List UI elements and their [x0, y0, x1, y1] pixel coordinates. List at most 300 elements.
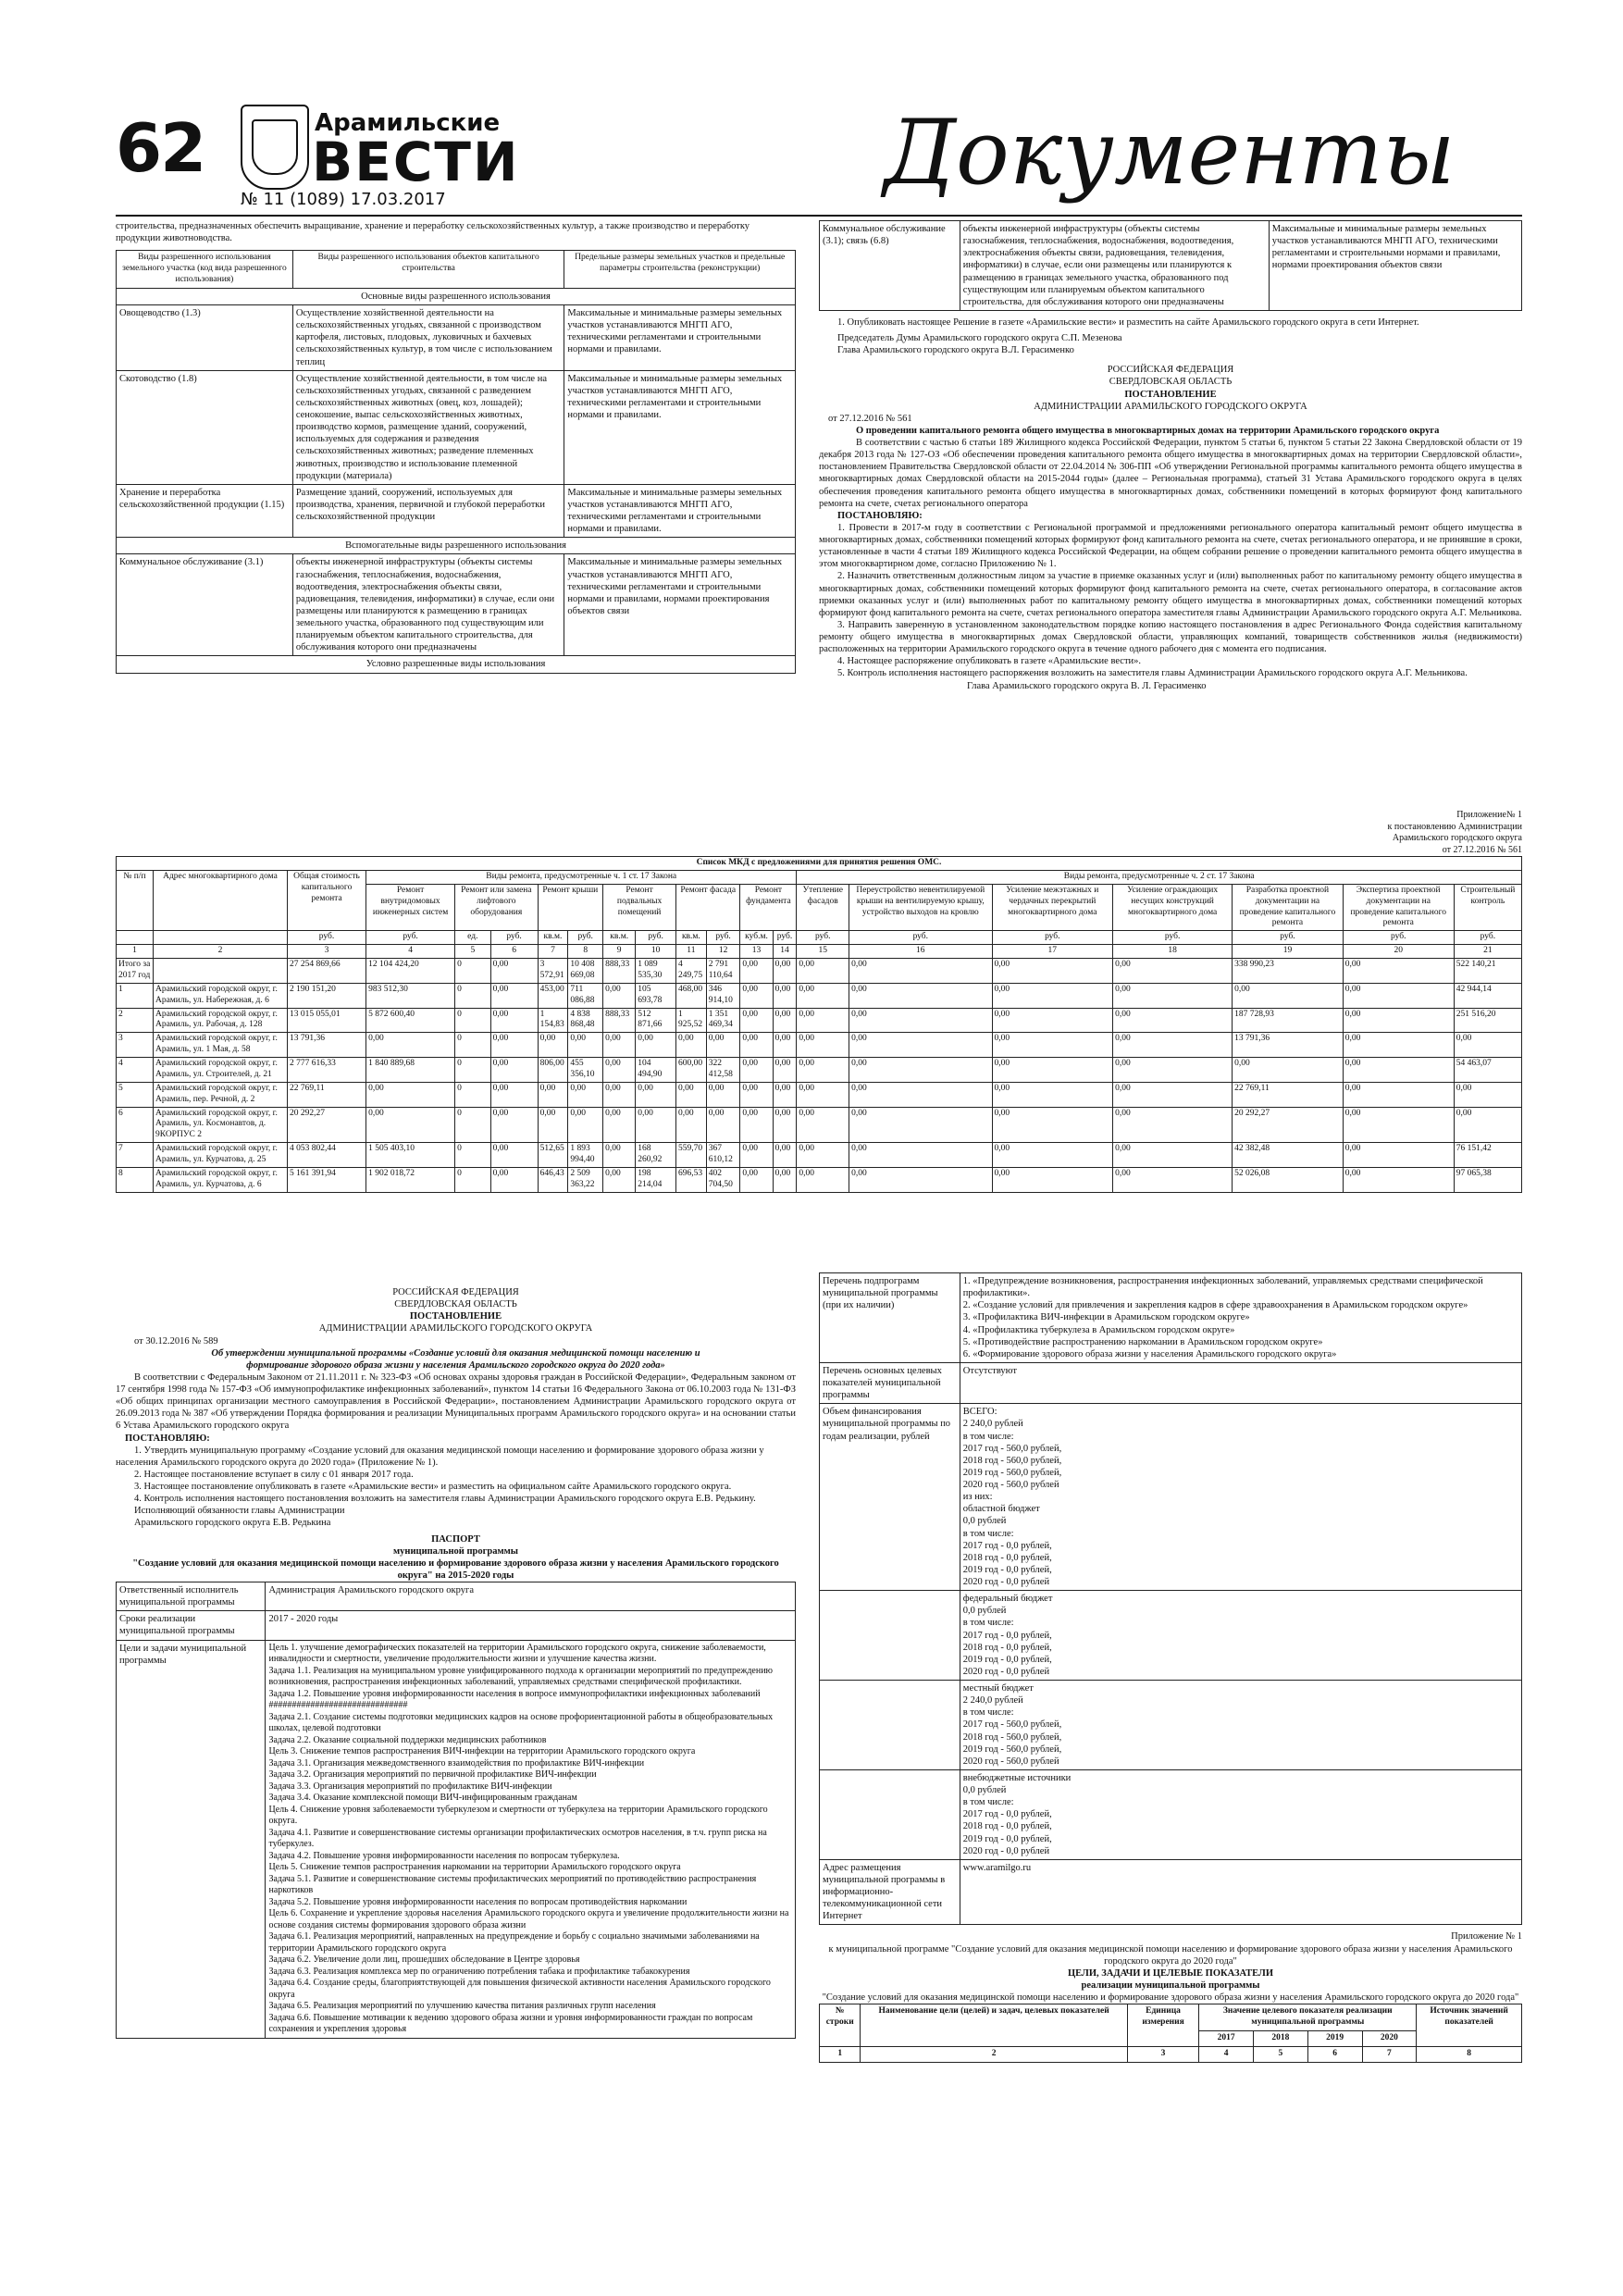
table-cell: 0,00 — [1113, 1033, 1233, 1058]
table-cell: 696,53 — [676, 1167, 707, 1192]
group-header: Вспомогательные виды разрешенного использования — [117, 538, 796, 554]
table-cell: 0,00 — [676, 1033, 707, 1058]
table-cell: Арамильский городской округ, г. Арамиль, ул. Космонавтов, д. 9КОРПУС 2 — [153, 1107, 287, 1143]
table-cell: 27 254 869,66 — [287, 959, 365, 984]
table-row — [117, 1033, 1522, 1058]
table-cell: 0,00 — [740, 983, 773, 1008]
table-cell: 0,00 — [490, 983, 538, 1008]
table-cell: 0,00 — [797, 1008, 849, 1033]
table-cell: 0,00 — [992, 959, 1113, 984]
table-row — [117, 1058, 1522, 1083]
table-cell: Арамильский городской округ, г. Арамиль, ул. 1 Мая, д. 58 — [153, 1033, 287, 1058]
col-number: 4 — [1199, 2046, 1254, 2062]
unit-cell: руб. — [287, 931, 365, 945]
col-header: Общая стоимость капитального ремонта — [287, 870, 365, 930]
list-item: 2020 год - 0,0 рублей — [962, 1845, 1050, 1856]
list-item: Задача 1.1. Реализация на муниципальном уровне унифицированного подхода к организации мероприятий по предупреждению возникновения, распространения инфекционных заболеваний, управляемых средствами специфической профилактики. — [268, 1665, 774, 1687]
table-cell: 0,00 — [1113, 1107, 1233, 1143]
doc-paragraph: 1. Провести в 2017-м году в соответствии с Региональной программой и предложениями регионального оператора капитальный ремонт общего имущества в многоквартирных домах, собственники помещений которых формируют фонд капитального ремонта на счете, счетах регионального оператора, и не принявшие в сроки, установленные в части 4 статьи 189 Жилищного кодекса Российской Федерации, на общем собрании решение о проведении капитального ремонта общего имущества в этом многоквартирном доме, согласно Приложению № 1. — [819, 522, 1522, 570]
table-cell: Арамильский городской округ, г. Арамиль, ул. Строителей, д. 21 — [153, 1058, 287, 1083]
list-item: 1. «Предупреждение возникновения, распространения инфекционных заболеваний, управляемых средствами специфической профилактики». — [962, 1276, 1483, 1299]
doc-country: РОССИЙСКАЯ ФЕДЕРАЦИЯ — [392, 1287, 519, 1297]
table-cell: 0,00 — [992, 1167, 1113, 1192]
table-cell: 453,00 — [538, 983, 568, 1008]
col-number: 17 — [992, 945, 1113, 959]
list-item: Цель 5. Снижение темпов распространения наркомании на территории Арамильского городского округа — [268, 1862, 681, 1872]
unit-cell: руб. — [992, 931, 1113, 945]
table-cell: 20 292,27 — [287, 1107, 365, 1143]
list-item: Задача 6.5. Реализация мероприятий по улучшению качества питания различных групп населения — [268, 2001, 656, 2011]
col-number: 3 — [1127, 2046, 1198, 2062]
list-item: 3. «Профилактика ВИЧ-инфекции в Арамильском городском округе» — [962, 1312, 1250, 1323]
passport-table-continued — [819, 1272, 1522, 1925]
signature: Глава Арамильского городского округа В.Л. Герасименко — [837, 345, 1074, 356]
table-cell: 0,00 — [1113, 1167, 1233, 1192]
group-header: Условно разрешенные виды использования — [117, 656, 796, 673]
table-cell: 0,00 — [490, 1107, 538, 1143]
col-number: 8 — [568, 945, 603, 959]
list-item: 2018 год - 560,0 рублей, — [962, 1731, 1062, 1743]
col-header: Ремонт или замена лифтового оборудования — [455, 884, 538, 931]
table-cell: 0,00 — [773, 1143, 797, 1168]
table-cell: 0,00 — [1113, 1008, 1233, 1033]
goals-program: "Создание условий для оказания медицинской помощи населению и формирование здорового образа жизни у населения Арамильского городского округа до 2020 года" — [822, 1992, 1519, 2003]
appendix-label: Приложение№ 1 — [1456, 810, 1522, 820]
list-item: 2019 год - 0,0 рублей, — [962, 1564, 1052, 1575]
col-header: Единица измерения — [1127, 2004, 1198, 2047]
table-cell: 22 769,11 — [1233, 1082, 1344, 1107]
table-cell: 0,00 — [636, 1107, 676, 1143]
table-cell: 0,00 — [797, 983, 849, 1008]
col-number: 12 — [706, 945, 740, 959]
unit-cell: руб. — [797, 931, 849, 945]
col-header: № п/п — [117, 870, 154, 930]
table-row — [117, 1107, 1522, 1143]
table-cell: 0,00 — [992, 1033, 1113, 1058]
table-cell: 559,70 — [676, 1143, 707, 1168]
col-header: Переустройство невентилируемой крыши на вентилируемую крышу, устройство выходов на кровлю — [849, 884, 992, 931]
table-cell: 54 463,07 — [1454, 1058, 1521, 1083]
table-cell: 0,00 — [849, 1033, 992, 1058]
table-cell: Арамильский городской округ, г. Арамиль, ул. Набережная, д. 6 — [153, 983, 287, 1008]
page-number: 62 — [116, 109, 205, 187]
table-cell: 3 572,91 — [538, 959, 568, 984]
unit-cell: кв.м. — [603, 931, 636, 945]
table-cell: 338 990,23 — [1233, 959, 1344, 984]
doc-admin: АДМИНИСТРАЦИИ АРАМИЛЬСКОГО ГОРОДСКОГО ОКРУГА — [318, 1323, 593, 1334]
table-row: Овощеводство (1.3) Осуществление хозяйственной деятельности на сельскохозяйственных угодьях, связанной с производством картофеля, листовых, плодовых, луковичных и бахчевых сельскохозяйственных культур, в том числе с использованием теплиц Максимальные и минимальные размеры земельных участков устанавливаются МНГП АГО, техническими регламентами и строительными нормами и правилами. — [117, 305, 796, 371]
col-header: Значение целевого показателя реализации муниципальной программы — [1199, 2004, 1417, 2031]
table-cell: 2 791 110,64 — [706, 959, 740, 984]
col-header: Адрес многоквартирного дома — [153, 870, 287, 930]
doc-paragraph: 3. Направить заверенную в установленном законодательством порядке копию настоящего постановления в адрес Регионального Фонда содействия капитальному ремонту общего имущества в многоквартирных домах Свердловской области, управляющих компаний, товариществ собственников жилья (недвижимости) расположенных на территории Арамильского городского округа в течение одного рабочего дня с момента его подписания. — [819, 619, 1522, 655]
list-item: Цель 1. улучшение демографических показателей на территории Арамильского городского округа, снижение заболеваемости, инвалидности и смертности, увеличение продолжительности жизни и улучшение качества жизни. — [268, 1642, 766, 1664]
mkd-title: Список МКД с предложениями для принятия решения ОМС. — [117, 857, 1522, 871]
section-title: Документы — [884, 101, 1456, 205]
table-row — [117, 1143, 1522, 1168]
table-cell: 0,00 — [1454, 1082, 1521, 1107]
list-item: в том числе: — [962, 1618, 1014, 1629]
table-cell: 0,00 — [797, 1058, 849, 1083]
table-cell: 0,00 — [773, 959, 797, 984]
unit-cell: руб. — [1233, 931, 1344, 945]
table-cell: 2 190 151,20 — [287, 983, 365, 1008]
table-cell: 0 — [455, 1167, 490, 1192]
table-cell: 0,00 — [740, 1082, 773, 1107]
table-cell: 888,33 — [603, 1008, 636, 1033]
passport-subtitle: муниципальной программы — [393, 1545, 518, 1557]
right-top-column — [819, 220, 1522, 692]
table-cell: 0,00 — [490, 1008, 538, 1033]
table-cell: 105 693,78 — [636, 983, 676, 1008]
list-item: 2020 год - 560,0 рублей — [962, 1756, 1059, 1767]
table-cell: Итого за 2017 год — [117, 959, 154, 984]
table-cell: 0,00 — [773, 1008, 797, 1033]
doc-decree-word: ПОСТАНОВЛЯЮ: — [837, 510, 923, 521]
list-item: Задача 3.2. Организация мероприятий по первичной профилактике ВИЧ-инфекции — [268, 1769, 597, 1780]
table-cell: 8 — [117, 1167, 154, 1192]
goals-table — [819, 2004, 1522, 2063]
table-cell: 0,00 — [706, 1082, 740, 1107]
table-cell: 806,00 — [538, 1058, 568, 1083]
list-item: 2017 год - 560,0 рублей, — [962, 1443, 1062, 1454]
list-item: 2020 год - 0,0 рублей — [962, 1666, 1050, 1677]
passport-title: ПАСПОРТ — [431, 1533, 480, 1545]
col-header: Утепление фасадов — [797, 884, 849, 931]
year-header: 2019 — [1307, 2030, 1362, 2046]
table-cell: 0,00 — [773, 1082, 797, 1107]
appendix-label: Арамильского городского округа — [1392, 833, 1522, 843]
table-cell: 0,00 — [992, 1143, 1113, 1168]
doc-paragraph: 1. Утвердить муниципальную программу «Создание условий для оказания медицинской помощи населению и формирование здорового образа жизни у населения Арамильского городского округа до 2020 года» (Приложение № 1). — [116, 1445, 764, 1468]
table-cell: 711 086,88 — [568, 983, 603, 1008]
table-row — [820, 1769, 1522, 1859]
col-number: 6 — [1307, 2046, 1362, 2062]
table-cell: 0,00 — [992, 1107, 1113, 1143]
table-cell: 2 — [117, 1008, 154, 1033]
table-cell: 0,00 — [992, 1082, 1113, 1107]
year-header: 2017 — [1199, 2030, 1254, 2046]
list-item: Задача 6.4. Создание среды, благоприятствующей для повышения физической активности населения Арамильского городского округа — [268, 1978, 771, 2000]
list-item: в том числе: — [962, 1707, 1014, 1719]
publish-clause: 1. Опубликовать настоящее Решение в газете «Арамильские вести» и разместить на сайте Арамильского городского округа в сети Интернет. — [837, 316, 1419, 328]
list-item: 2 240,0 рублей — [962, 1419, 1023, 1430]
doc-paragraph: 2. Настоящее постановление вступает в силу с 01 января 2017 года. — [134, 1469, 414, 1480]
right-bottom-column — [819, 1272, 1522, 2063]
list-item: Цель 6. Сохранение и укрепление здоровья населения Арамильского городского округа и увеличение продолжительности жизни на основе создания системы формирования здорового образа жизни — [268, 1908, 789, 1930]
table-cell: 646,43 — [538, 1167, 568, 1192]
list-item: Задача 6.2. Увеличение доли лиц, прошедших обследование в Центре здоровья — [268, 1955, 580, 1965]
table-cell: 104 494,90 — [636, 1058, 676, 1083]
table-cell: 0,00 — [1343, 1033, 1454, 1058]
table-cell: 983 512,30 — [366, 983, 455, 1008]
table-cell: 0,00 — [603, 1167, 636, 1192]
doc-kind: ПОСТАНОВЛЕНИЕ — [1124, 389, 1217, 400]
intro-text: строительства, предназначенных обеспечить выращивание, хранение и переработку сельскохозяйственных культур, а также производство и переработку продукции животноводства. — [116, 221, 750, 244]
table-cell: 0,00 — [538, 1082, 568, 1107]
table-cell: 0,00 — [568, 1033, 603, 1058]
table-cell: 1 902 018,72 — [366, 1167, 455, 1192]
col-number: 10 — [636, 945, 676, 959]
list-item: ВСЕГО: — [962, 1407, 997, 1418]
table-row: Коммунальное обслуживание (3.1); связь (6.8) объекты инженерной инфраструктуры (объекты системы газоснабжения, теплоснабжения, водоснабжения, водоотведения, электроснабжения объекты связи, радиовещания, телевидения, информатики) в случае, если они размещены или планируются к размещению в границах земельного участка, образованного под существующим или планируемым объектом капитального строительства, для обслуживания которого они предназначены Максимальные и минимальные размеры земельных участков устанавливаются МНГП АГО, техническими регламентами и строительными нормами и правилами, нормами проектирования объектов связи — [820, 221, 1522, 311]
table-cell: 0,00 — [490, 1033, 538, 1058]
list-item: 0,0 рублей — [962, 1606, 1007, 1617]
masthead-rule — [116, 215, 1522, 217]
doc-admin: АДМИНИСТРАЦИИ АРАМИЛЬСКОГО ГОРОДСКОГО ОКРУГА — [1034, 401, 1307, 412]
table-cell: 512 871,66 — [636, 1008, 676, 1033]
table-cell: 20 292,27 — [1233, 1107, 1344, 1143]
table-cell: 5 872 600,40 — [366, 1008, 455, 1033]
table-cell: 1 089 535,30 — [636, 959, 676, 984]
table-row — [117, 983, 1522, 1008]
list-item: 2018 год - 0,0 рублей, — [962, 1642, 1052, 1653]
unit-cell: руб. — [1343, 931, 1454, 945]
col-number: 5 — [1254, 2046, 1308, 2062]
passport-table — [116, 1582, 796, 2039]
table-cell: 322 412,58 — [706, 1058, 740, 1083]
list-item: 2019 год - 0,0 рублей, — [962, 1833, 1052, 1844]
col-header: Предельные размеры земельных участков и предельные параметры строительства (реконструкции) — [564, 251, 796, 289]
col-header: Усиление ограждающих несущих конструкций многоквартирного дома — [1113, 884, 1233, 931]
doc-region: СВЕРДЛОВСКАЯ ОБЛАСТЬ — [1109, 377, 1233, 388]
list-item: Задача 4.2. Повышение уровня информированности населения по вопросам туберкулеза. — [268, 1850, 620, 1861]
table-cell: 0,00 — [366, 1033, 455, 1058]
col-number: 2 — [153, 945, 287, 959]
table-cell: Арамильский городской округ, г. Арамиль, ул. Курчатова, д. 6 — [153, 1167, 287, 1192]
goals-title: ЦЕЛИ, ЗАДАЧИ И ЦЕЛЕВЫЕ ПОКАЗАТЕЛИ — [1067, 1967, 1274, 1979]
table-cell: 3 — [117, 1033, 154, 1058]
table-cell: 0,00 — [992, 1008, 1113, 1033]
col-number: 1 — [820, 2046, 861, 2062]
table-cell: 0 — [455, 1082, 490, 1107]
list-item: в том числе: — [962, 1797, 1014, 1808]
left-bottom-column — [116, 1286, 796, 2039]
table-cell: 1 154,83 — [538, 1008, 568, 1033]
list-item: Задача 6.6. Повышение мотивации к ведению здорового образа жизни и уровня информированности граждан по вопросам сохранения и укрепления здоровья — [268, 2012, 753, 2034]
col-header: Строительный контроль — [1454, 884, 1521, 931]
list-item: внебюджетные источники — [962, 1772, 1072, 1783]
table-cell: 0,00 — [1343, 1143, 1454, 1168]
list-item: Задача 2.2. Оказание социальной поддержки медицинских работников — [268, 1734, 547, 1745]
table-cell: 0,00 — [849, 959, 992, 984]
table-cell: 0,00 — [636, 1033, 676, 1058]
table-row: Ответственный исполнитель муниципальной программы Администрация Арамильского городского округа — [117, 1582, 796, 1611]
unit-cell: куб.м. — [740, 931, 773, 945]
table-cell — [153, 959, 287, 984]
table-cell: 76 151,42 — [1454, 1143, 1521, 1168]
doc-paragraph: 4. Контроль исполнения настоящего постановления возложить на заместителя главы Администрации Арамильского городского округа Е.В. Редькину. — [134, 1494, 756, 1505]
doc-paragraph: 5. Контроль исполнения настоящего распоряжения возложить на заместителя главы Администрации Арамильского городского округа А.Г. Мельникова. — [837, 668, 1468, 679]
col-header: Ремонт подвальных помещений — [603, 884, 676, 931]
table-cell: 0,00 — [1113, 1058, 1233, 1083]
unit-cell: руб. — [366, 931, 455, 945]
table-cell: 251 516,20 — [1454, 1008, 1521, 1033]
col-number: 20 — [1343, 945, 1454, 959]
col-number: 19 — [1233, 945, 1344, 959]
table-cell: 402 704,50 — [706, 1167, 740, 1192]
table-cell: 522 140,21 — [1454, 959, 1521, 984]
table-cell: 0,00 — [706, 1107, 740, 1143]
list-item: 2018 год - 0,0 рублей, — [962, 1821, 1052, 1832]
table-cell: 0,00 — [603, 1143, 636, 1168]
zoning-table-continued — [819, 220, 1522, 311]
table-cell: 0,00 — [740, 959, 773, 984]
col-header: Источник значений показателей — [1417, 2004, 1522, 2047]
table-cell: 0,00 — [740, 1008, 773, 1033]
doc-date: от 27.12.2016 № 561 — [828, 413, 912, 424]
table-cell: 0,00 — [366, 1082, 455, 1107]
list-item: 0,0 рублей — [962, 1516, 1007, 1527]
group-header: Виды ремонта, предусмотренные ч. 1 ст. 17 Закона — [366, 870, 797, 884]
table-cell: 1 925,52 — [676, 1008, 707, 1033]
table-row: Перечень подпрограмм муниципальной программы (при их наличии) 1. «Предупреждение возникновения, распространения инфекционных заболеваний, управляемых средствами специфической профилактики». 2. «Создание условий для привлечения и закрепления кадров в сфере здравоохранения в Арамильском городском округе» 3. «Профилактика ВИЧ-инфекции в Арамильском городском округе» 4. «Профилактика туберкулеза в Арамильском городском округе» 5. «Противодействие распространению наркомании в Арамильском городском округе» 6. «Формирование здорового образа жизни у населения Арамильского городского округа» — [820, 1273, 1522, 1363]
col-number: 13 — [740, 945, 773, 959]
table-cell: 367 610,12 — [706, 1143, 740, 1168]
unit-cell: руб. — [636, 931, 676, 945]
appendix-label: Приложение № 1 — [1451, 1931, 1522, 1942]
table-cell: 4 249,75 — [676, 959, 707, 984]
unit-cell: кв.м. — [538, 931, 568, 945]
doc-paragraph: В соответствии с Федеральным Законом от 21.11.2011 г. № 323-ФЗ «Об основах охраны здоровья граждан в Российской Федерации», Федеральным законом от 17 сентября 1998 года № 157-ФЗ «Об иммунопрофилактике инфекционных заболеваний», пунктом 14 статьи 16 Федерального Закона от 06.10.2003 года № 131-ФЗ «Об общих принципах организации местного самоуправления в Российской Федерации», постановлением Администрации Арамильского городского округа от 26.09.2013 года № 387 «Об утверждении Порядка формирования и реализации Муниципальных программ Арамильского городского округа» и на основании статьи 6 Устава Арамильского городского округа — [116, 1371, 796, 1432]
table-cell: 0,00 — [1454, 1107, 1521, 1143]
list-item: 2017 год - 560,0 рублей, — [962, 1719, 1062, 1731]
col-number: 8 — [1417, 2046, 1522, 2062]
table-cell: 0,00 — [490, 1143, 538, 1168]
col-number: 11 — [676, 945, 707, 959]
col-number: 3 — [287, 945, 365, 959]
doc-kind: ПОСТАНОВЛЕНИЕ — [409, 1311, 502, 1322]
col-header: Ремонт фундамента — [740, 884, 797, 931]
doc-date: от 30.12.2016 № 589 — [134, 1335, 218, 1347]
table-cell: 0,00 — [676, 1082, 707, 1107]
unit-cell: руб. — [1113, 931, 1233, 945]
table-cell: 0,00 — [797, 959, 849, 984]
list-item: федеральный бюджет — [962, 1594, 1053, 1605]
table-cell: 0,00 — [740, 1058, 773, 1083]
table-cell: Арамильский городской округ, г. Арамиль, ул. Рабочая, д. 128 — [153, 1008, 287, 1033]
table-cell: 187 728,93 — [1233, 1008, 1344, 1033]
table-cell: 0,00 — [603, 1033, 636, 1058]
list-item: Цель 3. Снижение темпов распространения ВИЧ-инфекции на территории Арамильского городского округа — [268, 1746, 696, 1756]
table-cell: 0,00 — [849, 1107, 992, 1143]
year-header: 2018 — [1254, 2030, 1308, 2046]
zoning-table — [116, 250, 796, 673]
group-header: Основные виды разрешенного использования — [117, 288, 796, 304]
table-cell: 0 — [455, 1107, 490, 1143]
col-number: 6 — [490, 945, 538, 959]
table-row: Скотоводство (1.8) Осуществление хозяйственной деятельности, в том числе на сельскохозяйственных угодьях, связанной с разведением сельскохозяйственных животных (овец, коз, лошадей); сенокошение, выпас сельскохозяйственных животных, производство кормов, размещение зданий, сооружений, используемых для содержания и разведения сельскохозяйственных животных; разведение племенных животных, производство и использование племенной продукции (материала) Максимальные и минимальные размеры земельных участков устанавливаются МНГП АГО, техническими регламентами и строительными нормами и правилами. — [117, 370, 796, 484]
table-cell: 0,00 — [797, 1107, 849, 1143]
table-row — [820, 1681, 1522, 1770]
list-item: Задача 3.3. Организация мероприятий по профилактике ВИЧ-инфекции — [268, 1781, 552, 1792]
table-row — [117, 959, 1522, 984]
col-header: Ремонт внутридомовых инженерных систем — [366, 884, 455, 931]
table-cell: 97 065,38 — [1454, 1167, 1521, 1192]
table-cell: 0,00 — [603, 983, 636, 1008]
table-cell: 0,00 — [603, 1107, 636, 1143]
table-cell: 0,00 — [773, 1107, 797, 1143]
list-item: Задача 6.1. Реализация мероприятий, направленных на предупреждение и борьбу с социально значимыми заболеваниями на территории Арамильского городского округа — [268, 1931, 760, 1954]
table-cell: 0,00 — [603, 1082, 636, 1107]
col-number: 4 — [366, 945, 455, 959]
list-item: 2018 год - 0,0 рублей, — [962, 1552, 1052, 1563]
doc-paragraph: 4. Настоящее распоряжение опубликовать в газете «Арамильские вести». — [837, 656, 1142, 667]
table-cell: 0,00 — [1343, 959, 1454, 984]
list-item: Задача 1.2. Повышение уровня информированности населения в вопросе иммунопрофилактики инфекционных заболеваний — [268, 1688, 761, 1699]
col-number: 2 — [861, 2046, 1127, 2062]
table-cell: 0,00 — [740, 1107, 773, 1143]
table-cell: 7 — [117, 1143, 154, 1168]
list-item: 2020 год - 0,0 рублей — [962, 1577, 1050, 1587]
table-cell: 0,00 — [676, 1107, 707, 1143]
table-cell: 0,00 — [773, 983, 797, 1008]
table-cell: 600,00 — [676, 1058, 707, 1083]
table-cell: 13 015 055,01 — [287, 1008, 365, 1033]
table-cell: 0,00 — [773, 1167, 797, 1192]
col-number: 7 — [1362, 2046, 1417, 2062]
col-header: Ремонт крыши — [538, 884, 603, 931]
appendix-label: к постановлению Администрации — [1387, 821, 1522, 832]
signature: Председатель Думы Арамильского городского округа С.П. Мезенова — [837, 333, 1122, 343]
table-cell: 22 769,11 — [287, 1082, 365, 1107]
table-cell: 168 260,92 — [636, 1143, 676, 1168]
table-cell: 0,00 — [849, 1143, 992, 1168]
list-item: ############################## — [268, 1700, 408, 1710]
list-item: 2 240,0 рублей — [962, 1695, 1023, 1706]
table-cell: 1 893 994,40 — [568, 1143, 603, 1168]
table-cell: 42 382,48 — [1233, 1143, 1344, 1168]
list-item: Задача 5.1. Развитие и совершенствование системы профилактических мероприятий по противодействию распространения наркотиков — [268, 1873, 757, 1895]
col-number: 14 — [773, 945, 797, 959]
list-item: 6. «Формирование здорового образа жизни у населения Арамильского городского округа» — [962, 1348, 1337, 1359]
table-cell: 0,00 — [1343, 1008, 1454, 1033]
table-cell: 0,00 — [1343, 1058, 1454, 1083]
mkd-table — [116, 856, 1522, 1193]
appendix-label: к муниципальной программе "Создание условий для оказания медицинской помощи населению и формирование здорового образа жизни у населения Арамильского городского округа до 2020 года" — [828, 1943, 1513, 1967]
year-header: 2020 — [1362, 2030, 1417, 2046]
table-cell: 4 — [117, 1058, 154, 1083]
doc-paragraph: 2. Назначить ответственным должностным лицом за участие в приемке оказанных услуг и (или) выполненных работ по капитальному ремонту общего имущества в многоквартирных домах, собственники помещений которых формируют фонд капитального ремонта на счете, счетах регионального оператора, в согласование актов приемки оказанных услуг и (или) выполненных работ по капитальному ремонту общего имущества в многоквартирных домах, собственники помещений которых формируют фонд капитального ремонта на счете, счетах регионального оператора заместителя главы Администрации Арамильского городского округа А.Г. Мельникова. — [819, 571, 1522, 618]
col-header: Виды разрешенного использования земельного участка (код вида разрешенного использования) — [117, 251, 293, 289]
table-cell: 0,00 — [490, 959, 538, 984]
table-cell: 52 026,08 — [1233, 1167, 1344, 1192]
unit-cell: кв.м. — [676, 931, 707, 945]
unit-cell: ед. — [455, 931, 490, 945]
table-cell: 0,00 — [568, 1107, 603, 1143]
table-cell: 0,00 — [797, 1167, 849, 1192]
table-cell: 0,00 — [849, 1008, 992, 1033]
doc-paragraph: 3. Настоящее постановление опубликовать в газете «Арамильские вести» и разместить на официальном сайте Арамильского городского округа. — [134, 1482, 732, 1492]
list-item: в том числе: — [962, 1431, 1014, 1442]
col-header: № строки — [820, 2004, 861, 2047]
table-cell: 0,00 — [538, 1107, 568, 1143]
table-cell: 6 — [117, 1107, 154, 1143]
table-cell: 0,00 — [740, 1167, 773, 1192]
col-header: Усиление межэтажных и чердачных перекрытий многоквартирного дома — [992, 884, 1113, 931]
table-cell: 0,00 — [1113, 959, 1233, 984]
list-item: 2. «Создание условий для привлечения и закрепления кадров в сфере здравоохранения в Арамильском городском округе» — [962, 1300, 1468, 1311]
passport-program: "Создание условий для оказания медицинской помощи населению и формирование здорового образа жизни у населения Арамильского городского округа" на 2015-2020 годы — [132, 1558, 779, 1581]
mkd-section — [116, 810, 1522, 1193]
col-number: 5 — [455, 945, 490, 959]
masthead — [116, 97, 1522, 208]
table-cell: Арамильский городской округ, г. Арамиль, ул. Курчатова, д. 25 — [153, 1143, 287, 1168]
table-row: Перечень основных целевых показателей муниципальной программы Отсутствуют — [820, 1362, 1522, 1403]
signature: Глава Арамильского городского округа В. Л. Герасименко — [967, 680, 1207, 691]
list-item: Задача 6.3. Реализация комплекса мер по ограничению потребления табака и профилактике табакокурения — [268, 1966, 690, 1977]
table-cell: 1 505 403,10 — [366, 1143, 455, 1168]
